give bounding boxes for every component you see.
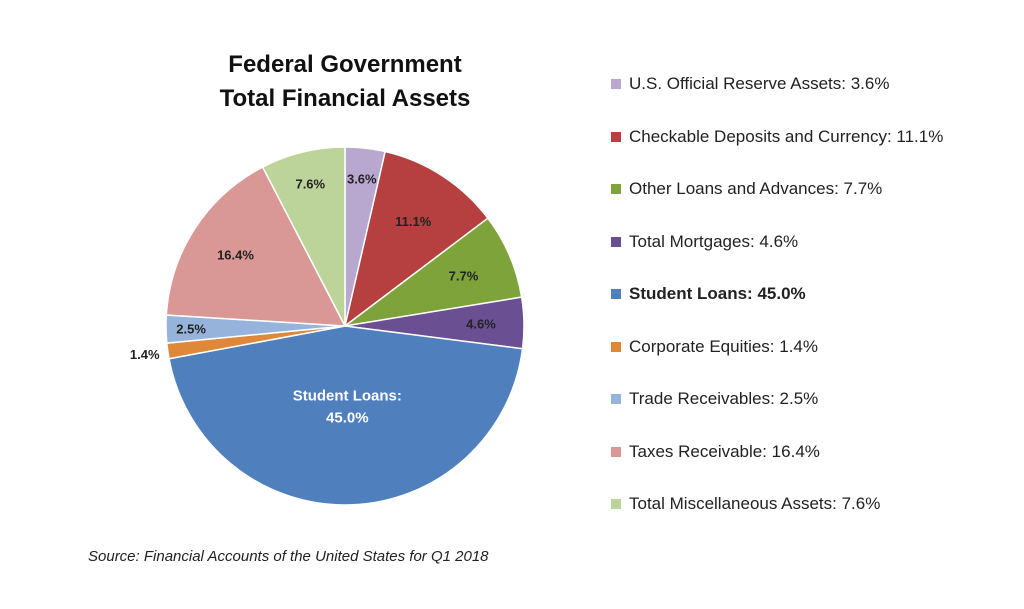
chart-title-line-2: Total Financial Assets [219,85,471,112]
legend-label: Total Miscellaneous Assets: 7.6% [629,494,881,513]
legend-label: U.S. Official Reserve Assets: 3.6% [629,74,890,93]
legend-item [611,335,818,359]
slice-label: 3.6% [346,171,377,187]
legend-swatch [611,342,621,352]
legend-swatch [611,237,621,247]
legend-item [611,282,806,306]
legend-item [611,177,882,201]
legend-swatch [611,79,621,89]
legend-label: Other Loans and Advances: 7.7% [629,179,883,198]
source-note: Source: Financial Accounts of the United States for Q1 2018 [88,548,489,565]
legend-item [611,492,880,516]
slice-label: 16.4% [217,247,254,263]
legend-item [611,440,820,464]
legend-swatch [611,132,621,142]
slice-label: 1.4% [129,347,160,363]
legend-item [611,387,818,411]
legend-label: Total Mortgages: 4.6% [629,231,799,251]
legend-label: Student Loans: 45.0% [629,284,806,303]
slice-label: 7.6% [295,176,326,192]
legend-label: Trade Receivables: 2.5% [629,389,819,408]
slice-label: Student Loans: 45.0% [292,387,402,427]
legend-label: Corporate Equities: 1.4% [629,336,818,356]
chart-title-line-1: Federal Government [228,51,462,78]
slice-label: 2.5% [176,321,206,337]
slice-label: 11.1% [395,213,432,229]
legend-item [611,230,798,254]
slice-label: 7.7% [448,268,479,284]
legend-swatch [611,289,621,299]
legend-swatch [611,499,621,509]
legend-swatch [611,394,621,404]
legend-swatch [611,184,621,194]
legend-label: Checkable Deposits and Currency: 11.1% [629,126,944,146]
legend-item [611,125,943,149]
legend-swatch [611,447,621,457]
slice-label: 4.6% [466,316,496,332]
legend-label: Taxes Receivable: 16.4% [629,441,820,461]
legend-item [611,72,889,96]
